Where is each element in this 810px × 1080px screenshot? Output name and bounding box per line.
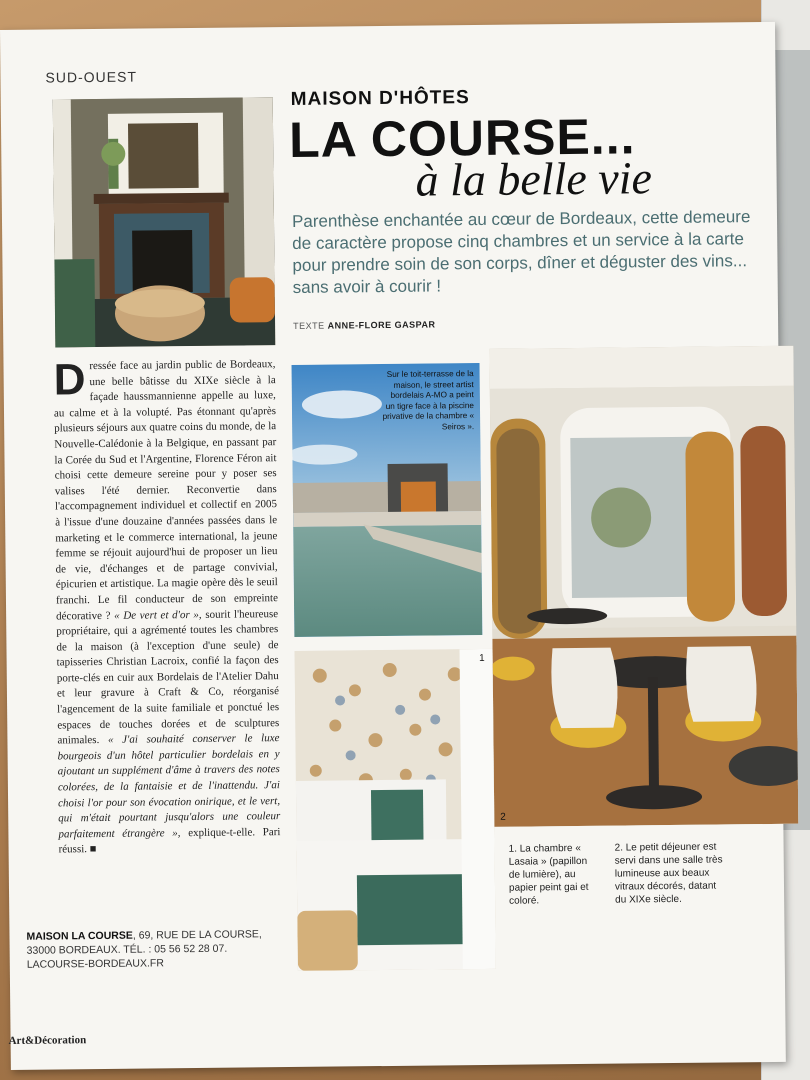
address-line-1: , 69, RUE DE LA COURSE, (132, 928, 262, 942)
magazine-brand: Art&Décoration (8, 1034, 87, 1047)
photo-butterfly-bedroom (295, 649, 496, 971)
drop-cap: D (53, 355, 86, 405)
byline-author: ANNE-FLORE GASPAR (327, 319, 436, 331)
byline (293, 319, 435, 330)
address-block (26, 927, 286, 972)
photo-breakfast-room (489, 346, 798, 827)
address-website: LACOURSE-BORDEAUX.FR (26, 957, 164, 971)
address-name: MAISON LA COURSE (26, 929, 133, 943)
section-label: SUD-OUEST (45, 68, 138, 86)
photo-salon-fireplace (53, 97, 276, 347)
caption-2: 2. Le petit déjeuner est servi dans une salle très lumineuse aux beaux vitraux décorés, datant du XIXe siècle. (614, 841, 723, 906)
kicker: MAISON D'HÔTES (290, 87, 470, 110)
article-paragraph-1: ressée face au jardin public de Bordeaux, une belle bâtisse du XIXe siècle à la façade haussmannienne appelle au luxe, au calme et à la volupté. Pas étonnant qu'après plusieurs séjours aux quatre coins du monde, de la Nouvelle-Calédonie à la Belgique, en passant par la Corée du Sud et l'Argentine, Florence Féron ait choisi cette demeure sereine pour y poser ses valises l'été dernier. Reconvertie dans l'accompagnement individuel et collectif en 2005 à l'issue d'une douzaine d'années passées dans le marketing et le commerce international, la jeune femme se réjouit aujourd'hui de proposer un lieu de vie, d'échanges et de partage convivial, épicurien et artistique. La magie opère dès le seuil franchi. Le fil conducteur de son empreinte décorative ? (53, 358, 279, 622)
headline-line-2: à la belle vie (415, 152, 653, 206)
article-paragraph-2: sourit l'heureuse propriétaire, qui a agrémenté toutes les chambres de la maison (à l'exception d'une seule) de tapisseries Christian Lacroix, confié la façon des porte-clés en cuir aux Bordelais de l'Atelier Dahu et leur gravure à Craft & Co, réorganisé l'agencement de la suite familiale et ponctué les espaces de touches dorées et de sculptures animales. (56, 607, 280, 747)
address-line-2: 33000 BORDEAUX. TÉL. : 05 56 52 28 07. (26, 942, 228, 957)
article-inline-quote: « De vert et d'or », (114, 608, 202, 622)
photo-number-2: 2 (500, 811, 506, 823)
article-ending: explique-t-elle. Pari réussi. ■ (58, 825, 281, 856)
photo-rooftop-pool (292, 363, 483, 637)
byline-prefix: TEXTE (293, 320, 325, 331)
headline-line-1: LA COURSE... (288, 108, 636, 168)
article-body (53, 357, 280, 858)
photo-number-1: 1 (478, 652, 485, 665)
caption-1: 1. La chambre « Lasaia » (papillon de lumière), au papier peint gai et coloré. (508, 842, 589, 907)
rooftop-caption: Sur le toit-terrasse de la maison, le street artist bordelais A-MO a peint un tigre face à la piscine privative de la chambre « Seiros ». (382, 369, 475, 431)
magazine-page (0, 22, 786, 1070)
article-quote: « J'ai souhaité conserver le luxe bourgeois d'un hôtel particulier bordelais en y ajoutant un supplément d'âme à travers des notes colorées, de la fantaisie et de l'inattendu. J'ai choisi l'or pour son évocation onirique, et le vert, qui m'était pourtant jusqu'alors une couleur parfaitement étrangère », (57, 732, 281, 841)
lead-paragraph: Parenthèse enchantée au cœur de Bordeaux, cette demeure de caractère propose cinq chambres et un service à la carte pour prendre soin de son corps, dîner et déguster des vins... sans avoir à courir ! (291, 207, 751, 297)
